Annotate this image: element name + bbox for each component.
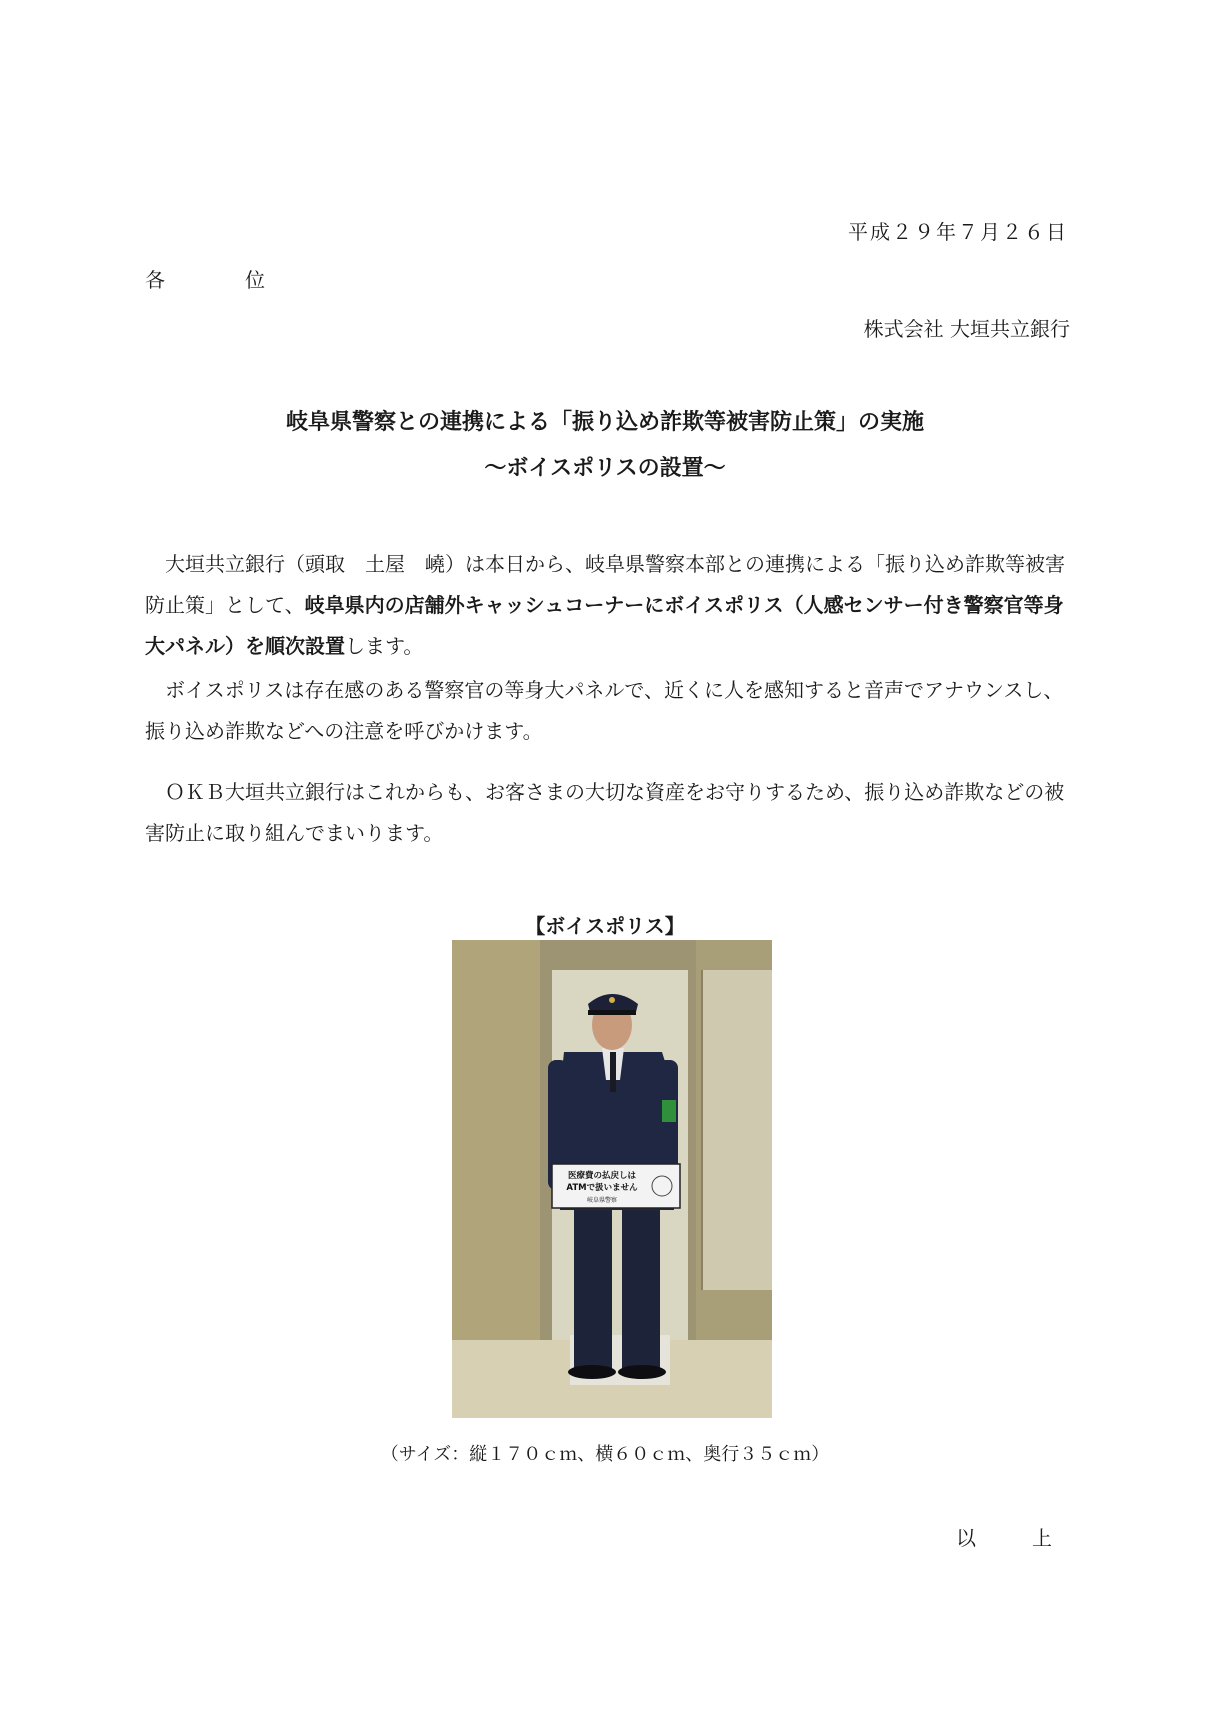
document-date: 平成２９年７月２６日 [848, 220, 1068, 244]
paragraph-1-intro: 大垣共立銀行（頭取 土屋 嶢）は本日から、岐阜県警察本部との連携による「振り込め詐欺等被害防止策」として、 [145, 552, 1065, 617]
sign-line-3: 岐阜県警察 [586, 1197, 618, 1204]
paragraph-2-text: ボイスポリスは存在感のある警察官の等身大パネルで、近くに人を感知すると音声でアナウンスし、振り込め詐欺などへの注意を呼びかけます。 [145, 678, 1064, 743]
paragraph-3-text: ＯＫＢ大垣共立銀行はこれからも、お客さまの大切な資産をお守りするため、振り込め詐欺などの被害防止に取り組んでまいります。 [145, 780, 1065, 845]
sender-company: 株式会社 大垣共立銀行 [863, 317, 1070, 341]
paragraph-1 [145, 544, 1075, 667]
paragraph-3 [145, 772, 1075, 854]
officer-armband [662, 1100, 676, 1122]
figure-size-note: （サイズ：縦１７０ｃｍ、横６０ｃｍ、奥行３５ｃｍ） [380, 1444, 830, 1465]
officer-leg-left [574, 1200, 612, 1370]
sign-line-2: ATMで扱いません [566, 1183, 638, 1193]
closing-mark: 以 上 [956, 1526, 1070, 1550]
officer-leg-right [622, 1200, 660, 1370]
paragraph-1-end: します。 [345, 634, 424, 658]
paragraph-2 [145, 670, 1075, 752]
figure-caption: 【ボイスポリス】 [525, 914, 685, 938]
document-subtitle: ～ボイスポリスの設置～ [484, 456, 726, 481]
paragraph-1-highlight: 岐阜県内の店舗外キャッシュコーナーにボイスポリス（人感センサー付き警察官等身大パネル）を順次設置 [145, 593, 1064, 658]
document-title: 岐阜県警察との連携による「振り込め詐欺等被害防止策」の実施 [285, 410, 924, 435]
recipient: 各 位 [145, 268, 295, 292]
voice-police-photo [452, 940, 772, 1418]
sign-line-1: 医療費の払戻しは [567, 1171, 637, 1181]
